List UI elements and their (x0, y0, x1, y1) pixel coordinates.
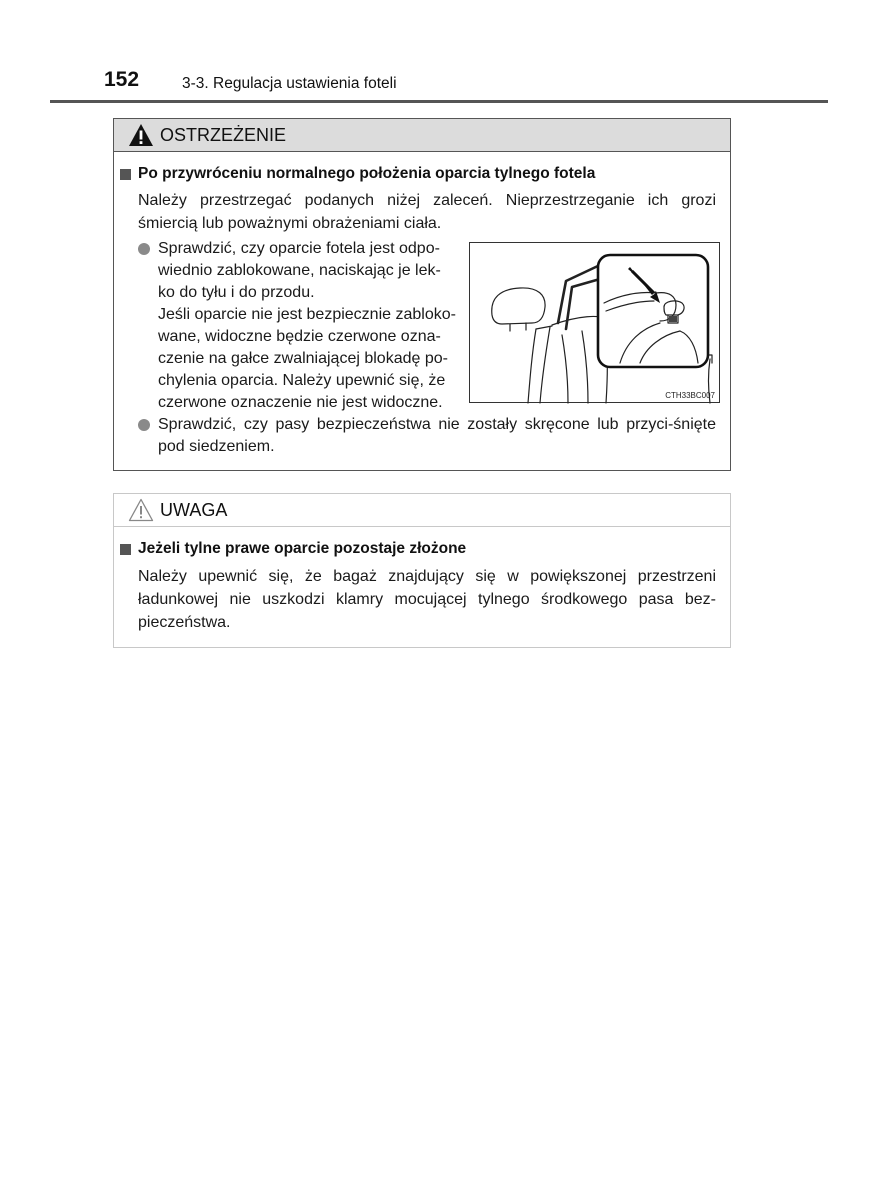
bullet1-line: wiednio zablokowane, naciskając je lek- (158, 262, 441, 279)
square-bullet-icon (120, 544, 131, 555)
bullet1-line: czerwone oznaczenie nie jest widoczne. (158, 394, 443, 411)
caution-box (113, 493, 731, 648)
square-bullet-icon (120, 169, 131, 180)
warning-bullet-1-text (158, 238, 476, 414)
warning-bullet-2 (138, 414, 716, 458)
round-bullet-icon (138, 419, 150, 431)
warning-intro: Należy przestrzegać podanych niżej zaleceń. Nieprzestrzeganie ich grozi śmiercią lub poważnymi obrażeniami ciała. (138, 192, 716, 232)
section-title: 3-3. Regulacja ustawienia foteli (182, 75, 397, 92)
caution-header (114, 494, 730, 527)
warning-triangle-outline-icon (128, 498, 154, 522)
caution-label: UWAGA (160, 499, 228, 520)
bullet1-line: Sprawdzić, czy oparcie fotela jest odpo- (158, 240, 440, 257)
bullet1-line: chylenia oparcia. Należy upewnić się, że (158, 372, 446, 389)
round-bullet-icon (138, 243, 150, 255)
seat-illustration (469, 242, 720, 403)
warning-subhead-text: Po przywróceniu normalnego położenia oparcia tylnego fotela (138, 165, 596, 182)
figure-code: CTH33BC007 (665, 391, 715, 400)
warning-subhead (120, 165, 595, 183)
warning-bullet-2-text: Sprawdzić, czy pasy bezpieczeństwa nie zostały skręcone lub przyci-śnięte pod siedzeniem. (158, 416, 716, 455)
warning-header (114, 119, 730, 152)
seat-drawing (470, 243, 721, 404)
warning-box (113, 118, 731, 471)
bullet1-line: czenie na gałce zwalniającej blokadę po- (158, 350, 448, 367)
warning-triangle-filled-icon (128, 123, 154, 147)
header-rule (50, 100, 828, 103)
warning-label: OSTRZEŻENIE (160, 124, 287, 145)
bullet1-line: wane, widoczne będzie czerwone ozna- (158, 328, 441, 345)
warning-bullet-1 (138, 238, 476, 414)
bullet1-line: ko do tyłu i do przodu. (158, 284, 315, 301)
caution-subhead (120, 540, 466, 558)
caution-body: Należy upewnić się, że bagaż znajdujący się w powiększonej przestrzeni ładunkowej nie uszkodzi klamry mocującej tylnego środkowego pasa bez-pieczeństwa. (138, 568, 716, 631)
page-number: 152 (104, 68, 140, 91)
bullet1-line: Jeśli oparcie nie jest bezpiecznie zabloko- (158, 306, 456, 323)
caution-subhead-text: Jeżeli tylne prawe oparcie pozostaje złożone (138, 540, 467, 557)
